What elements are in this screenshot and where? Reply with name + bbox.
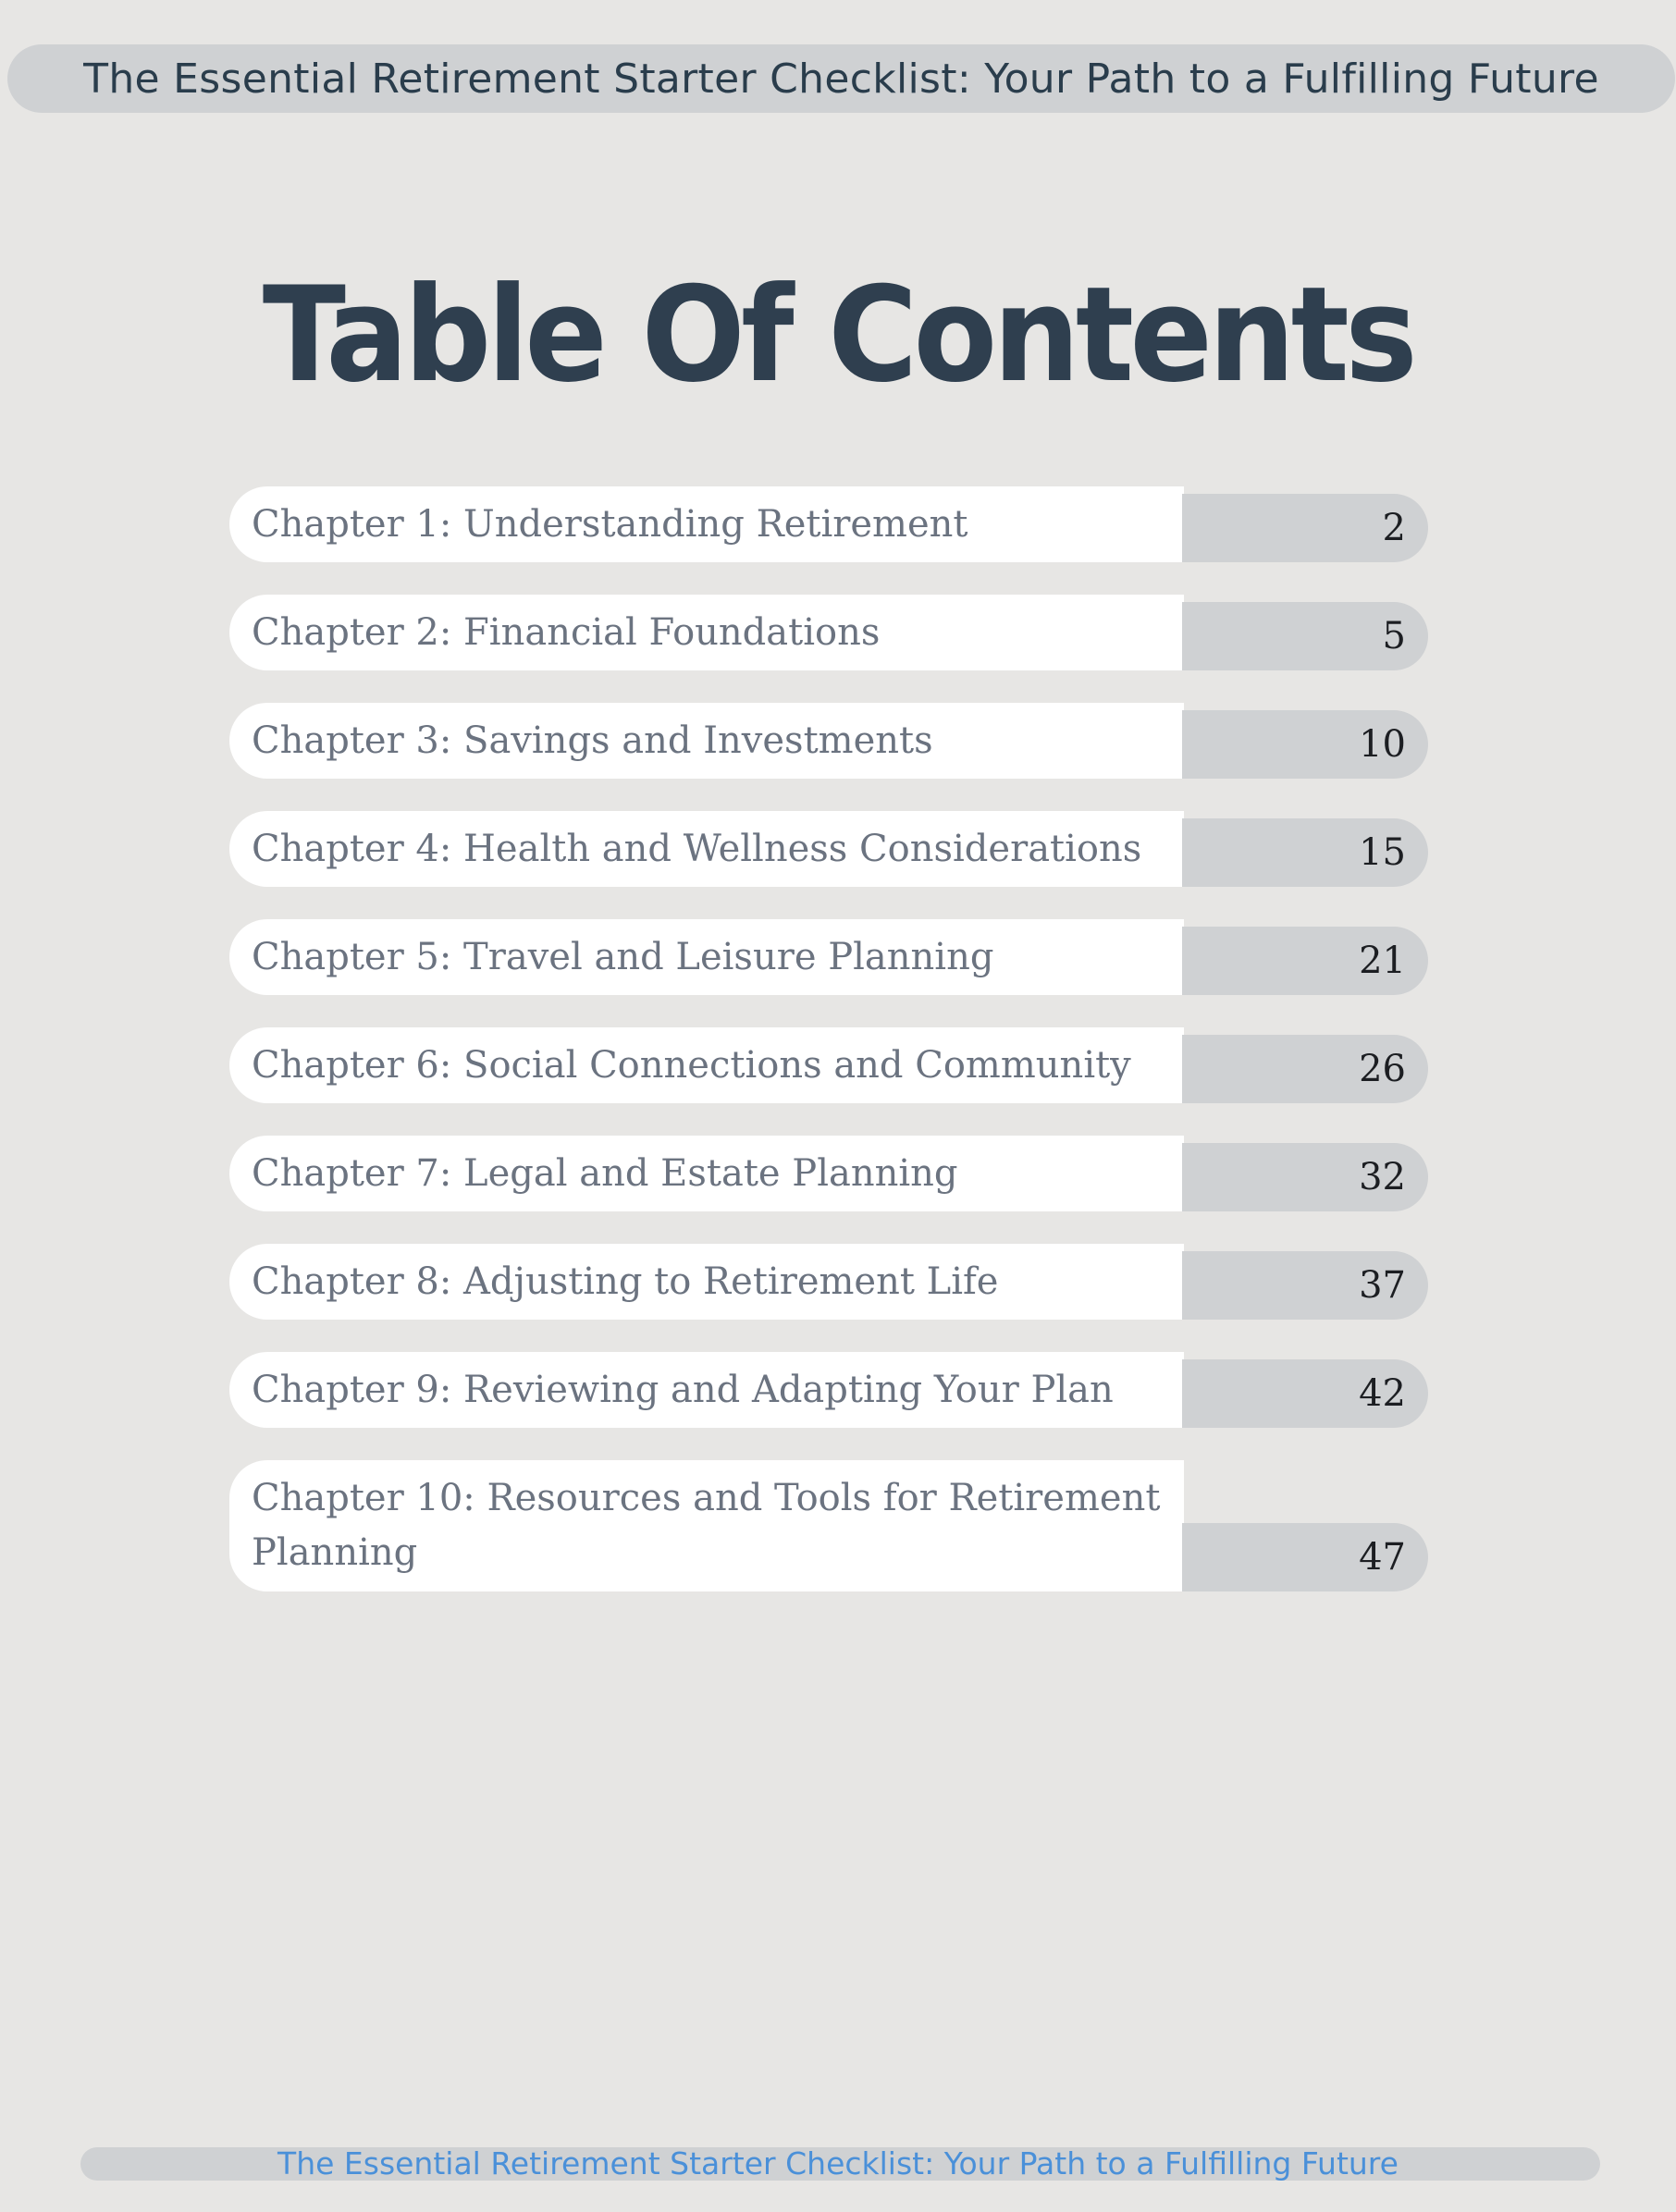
toc-entry[interactable] (229, 1136, 1428, 1211)
toc-entry-page: 2 (1182, 494, 1428, 562)
toc-entry-label: Chapter 3: Savings and Investments (229, 703, 1184, 779)
toc-entry-page: 37 (1182, 1251, 1428, 1320)
toc-entry-page: 42 (1182, 1359, 1428, 1428)
toc-entry-label: Chapter 6: Social Connections and Community (229, 1027, 1184, 1103)
toc-entry-label: Chapter 8: Adjusting to Retirement Life (229, 1244, 1184, 1320)
toc-entry[interactable] (229, 811, 1428, 887)
footer-title: The Essential Retirement Starter Checklist: Your Path to a Fulfilling Future (277, 2145, 1399, 2181)
toc-entry-label: Chapter 7: Legal and Estate Planning (229, 1136, 1184, 1211)
toc-entry-page: 15 (1182, 818, 1428, 887)
toc-entry-label: Chapter 10: Resources and Tools for Retirement Planning (229, 1460, 1184, 1591)
toc-entry[interactable] (229, 1027, 1428, 1103)
toc-entry-page: 21 (1182, 927, 1428, 995)
toc-entry[interactable] (229, 1352, 1428, 1428)
toc-entry-label: Chapter 4: Health and Wellness Considerations (229, 811, 1184, 887)
header-title: The Essential Retirement Starter Checklist: Your Path to a Fulfilling Future (83, 55, 1599, 103)
toc-list (229, 486, 1428, 1624)
toc-entry-label: Chapter 1: Understanding Retirement (229, 486, 1184, 562)
toc-entry-label: Chapter 5: Travel and Leisure Planning (229, 919, 1184, 995)
toc-entry[interactable] (229, 1244, 1428, 1320)
toc-entry-page: 32 (1182, 1143, 1428, 1211)
toc-entry-page: 47 (1182, 1523, 1428, 1591)
toc-entry-page: 26 (1182, 1035, 1428, 1103)
toc-entry[interactable] (229, 486, 1428, 562)
toc-entry-label: Chapter 2: Financial Foundations (229, 595, 1184, 670)
toc-entry[interactable] (229, 703, 1428, 779)
toc-entry[interactable] (229, 919, 1428, 995)
toc-entry-label: Chapter 9: Reviewing and Adapting Your Plan (229, 1352, 1184, 1428)
header-bar (7, 44, 1675, 113)
toc-entry[interactable] (229, 595, 1428, 670)
toc-entry-page: 5 (1182, 602, 1428, 670)
toc-entry-page: 10 (1182, 710, 1428, 779)
toc-entry[interactable] (229, 1460, 1428, 1591)
toc-heading: Table Of Contents (262, 259, 1414, 412)
